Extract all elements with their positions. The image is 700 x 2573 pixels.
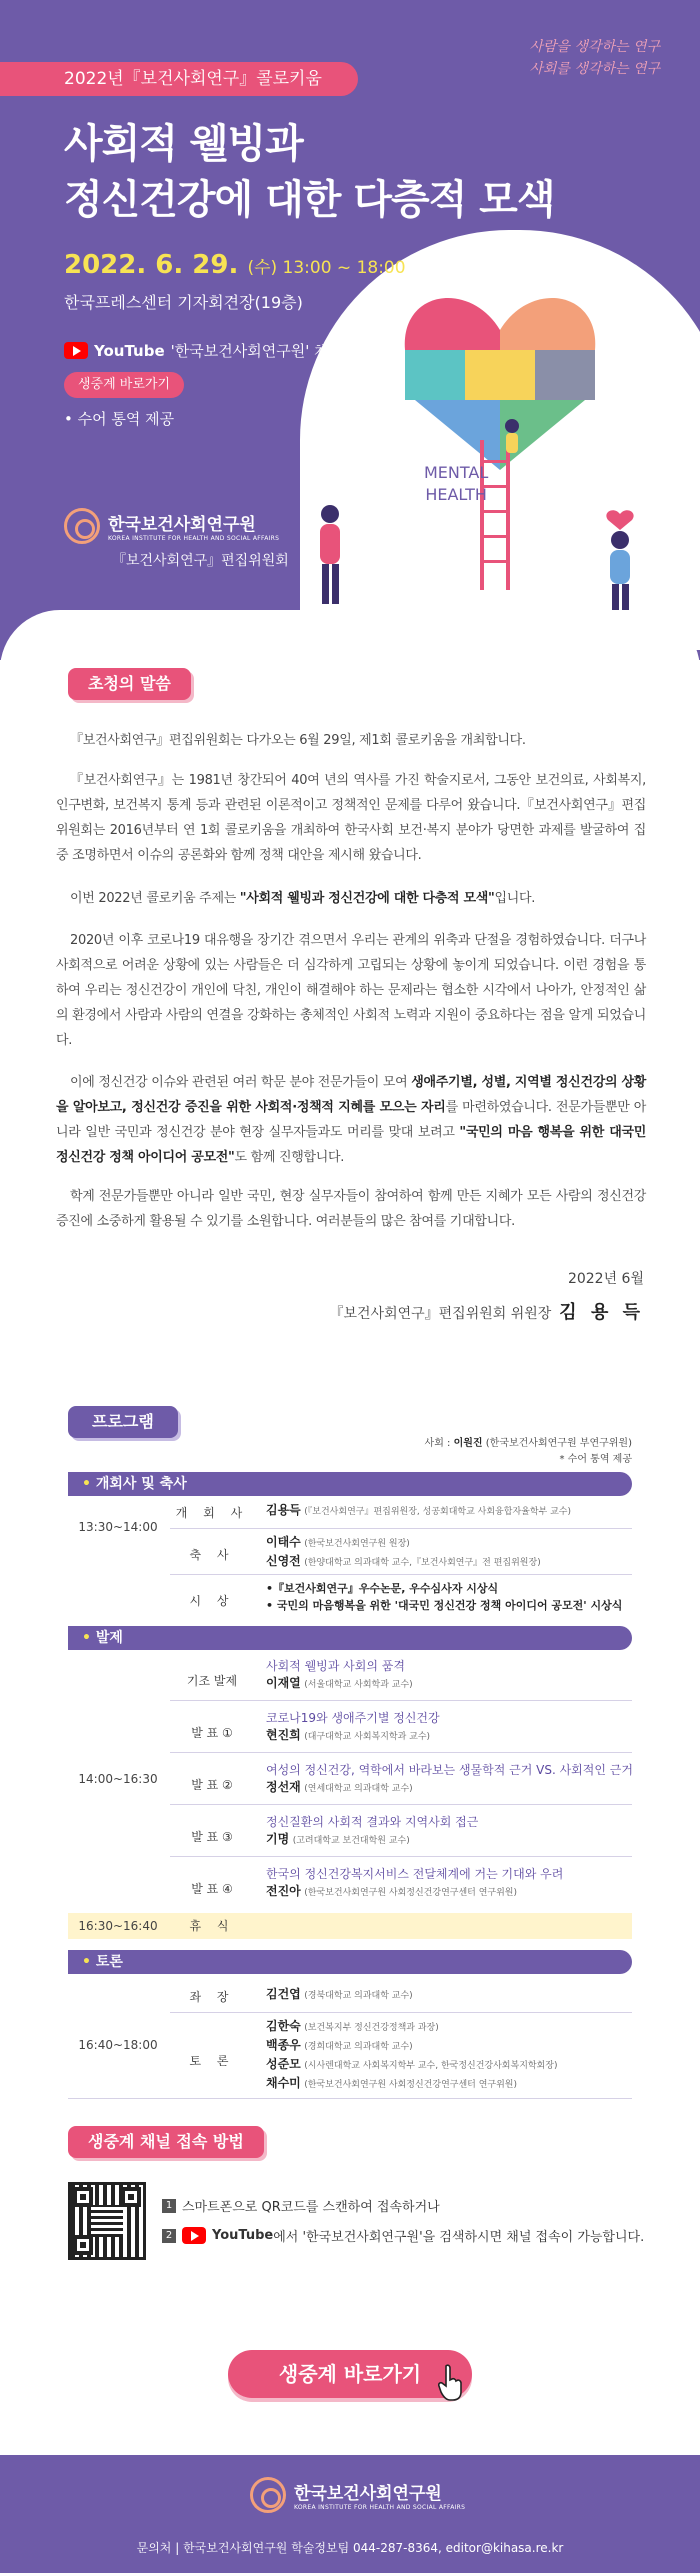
- role-chair: 좌 장: [189, 1990, 235, 2004]
- mental-label-line-2: HEALTH: [425, 485, 487, 504]
- p3-text-a: 이번 2022년 콜로키움 주제는: [70, 891, 240, 906]
- invitation-tag: 초청의 말씀: [68, 668, 191, 700]
- divider: [170, 2012, 632, 2013]
- qr-modules: [91, 2205, 123, 2237]
- step-2-text: 에서 '한국보건사회연구원'을 검색하시면 채널 접속이 가능합니다.: [273, 2230, 645, 2245]
- award-item-2: • 국민의 마음행복을 위한 '대국민 정신건강 정책 아이디어 공모전' 시상식: [266, 1599, 623, 1612]
- hero-live-stream-button[interactable]: 생중계 바로가기: [64, 372, 184, 398]
- step-1-text: 스마트폰으로 QR코드를 스캔하여 접속하거나: [182, 2200, 440, 2215]
- footer-contact: 문의처 | 한국보건사회연구원 학술정보팀 044-287-8364, editor@kihasa.re.kr: [136, 2541, 564, 2555]
- invitation-paragraph-3: [56, 886, 646, 911]
- signature-name: 김 용 득: [559, 1302, 644, 1323]
- person-right-illustration: [590, 510, 650, 620]
- step-1-number: 1: [162, 2199, 176, 2213]
- signature: [330, 1298, 645, 1324]
- opening-time: 13:30~14:00: [78, 1520, 158, 1534]
- keynote-speaker-affil: (서울대학교 사회학과 교수): [304, 1680, 413, 1690]
- invitation-paragraph-6: 학계 전문가들뿐만 아니라 일반 국민, 현장 실무자들이 참여하여 함께 만든 지혜가 모든 사람의 정신건강 증진에 소중하게 활용될 수 있기를 소원합니다. 여러분들의 많은 참여를 기대합니다.: [56, 1189, 646, 1229]
- access-step-2: [162, 2226, 644, 2245]
- mc-label: 사회 :: [424, 1438, 454, 1449]
- presentation-1-speaker: 현진희: [266, 1728, 301, 1742]
- presentation-4-topic: 한국의 정신건강복지서비스 전달체계에 거는 기대와 우려: [266, 1867, 564, 1881]
- discussion-time: 16:40~18:00: [78, 2038, 158, 2052]
- access-step-1: [162, 2196, 440, 2215]
- break-label: 휴 식: [189, 1919, 235, 1933]
- role-keynote: 기조 발제: [186, 1674, 238, 1688]
- divider: [170, 1752, 632, 1753]
- opening-speaker: [266, 1502, 636, 1521]
- climbing-person-head: [505, 419, 519, 433]
- keynote-topic: 사회적 웰빙과 사회의 품격: [266, 1659, 405, 1673]
- mc-affiliation: (한국보건사회연구원 부연구위원): [485, 1438, 632, 1449]
- p5-text-e: 도 함께 진행합니다.: [234, 1150, 345, 1165]
- presentations-time: 14:00~16:30: [78, 1772, 158, 1786]
- keynote-speaker-name: 이재열: [266, 1676, 301, 1690]
- qr-finder: [73, 2187, 93, 2207]
- program-bottom-divider: [68, 2098, 632, 2099]
- footer-org-logo: [250, 2477, 465, 2513]
- p5-emphasis-1: 생애주기별, 성별, 지역별 정신건강의 상황을 알아보고, 정신건강 증진을 위한 사회적·정책적 지혜를 모으는 자리: [56, 1075, 646, 1115]
- mental-health-label: [424, 462, 488, 506]
- discussant-1-name: 김한숙: [266, 2019, 301, 2033]
- live-access-tag: 생중계 채널 접속 방법: [68, 2126, 264, 2158]
- discussant-4-affil: (한국보건사회연구원 사회정신건강연구센터 연구위원): [304, 2080, 517, 2090]
- presentation-4-affil: (한국보건사회연구원 사회정신건강연구센터 연구위원): [304, 1888, 517, 1898]
- editorial-board-name: 『보건사회연구』편집위원회: [112, 553, 289, 569]
- discussant-3-name: 성준모: [266, 2057, 301, 2071]
- presentation-4-speaker: 전진아: [266, 1884, 301, 1898]
- presentation-2: [266, 1762, 636, 1798]
- congrats-speaker-1-name: 이태수: [266, 1535, 301, 1549]
- divider: [170, 1804, 632, 1805]
- youtube-channel-name: '한국보건사회연구원' 채널: [170, 342, 344, 360]
- event-date-value: 2022. 6. 29.: [64, 250, 239, 280]
- divider: [170, 1574, 632, 1575]
- invitation-paragraph-1: 『보건사회연구』편집위원회는 다가오는 6월 29일, 제1회 콜로키움을 개최합니다.: [70, 733, 526, 748]
- divider: [170, 1700, 632, 1701]
- role-presentation-3: 발 표 ③: [191, 1830, 233, 1844]
- divider: [170, 1856, 632, 1857]
- contest-name: "국민의 마음 행복을 위한 대국민 정신건강 정책 아이디어 공모전": [56, 1125, 646, 1165]
- category-discussion: • 토론: [68, 1950, 632, 1974]
- colloquium-theme: "사회적 웰빙과 정신건강에 대한 다층적 모색": [239, 891, 495, 906]
- heart-piece-red: [405, 298, 500, 350]
- role-presentation-4: 발 표 ④: [191, 1882, 233, 1896]
- hero-bottom-curve: [0, 610, 700, 660]
- pointer-hand-icon: [438, 2364, 464, 2402]
- panel-discussants: [266, 2018, 636, 2094]
- presentation-3-topic: 정신질환의 사회적 결과와 지역사회 접근: [266, 1815, 479, 1829]
- discussant-1-affil: (보건복지부 정신건강정책과 과장): [304, 2023, 439, 2033]
- slogan-line-2: 사회를 생각하는 연구: [529, 61, 660, 77]
- event-venue: 한국프레스센터 기자회견장(19층): [64, 293, 303, 312]
- p5-text-c: 를 마련하였습니다. 전문가들뿐만 아니라 일반 국민과 정신건강 분야 현장 실무자들과도 머리를 맞대 보려고: [56, 1100, 647, 1140]
- program-tag: 프로그램: [68, 1406, 178, 1438]
- category-discussion-label: 토론: [95, 1954, 123, 1970]
- presentation-2-speaker: 정선재: [266, 1780, 301, 1794]
- climbing-person-body: [506, 433, 518, 453]
- role-presentation-1: 발 표 ①: [191, 1726, 233, 1740]
- category-presentations-label: 발제: [95, 1630, 123, 1646]
- presentation-1-topic: 코로나19와 생애주기별 정신건강: [266, 1711, 440, 1725]
- category-opening-label: 개회사 및 축사: [95, 1476, 187, 1492]
- heart-piece-yellow: [465, 350, 535, 400]
- signature-role: 『보건사회연구』편집위원회 위원장: [329, 1306, 552, 1322]
- congrats-speaker-1-affil: (한국보건사회연구원 원장): [304, 1539, 410, 1549]
- presentation-2-affil: (연세대학교 의과대학 교수): [304, 1784, 413, 1794]
- org-english-name: KOREA INSTITUTE FOR HEALTH AND SOCIAL AFFAIRS: [108, 535, 280, 542]
- award-item-1: •『보건사회연구』우수논문, 우수심사자 시상식: [266, 1582, 499, 1595]
- opening-speaker-name: 김용득: [266, 1503, 301, 1517]
- mc-name: 이원진: [453, 1438, 483, 1449]
- colloquium-label: 2022년『보건사회연구』콜로키움: [0, 62, 358, 96]
- category-opening: • 개회사 및 축사: [68, 1472, 632, 1496]
- slogan: [529, 36, 660, 80]
- footer: [0, 2455, 700, 2573]
- congrats-speakers: [266, 1534, 636, 1572]
- p3-text-c: 입니다.: [494, 891, 536, 906]
- youtube-wordmark: YouTube: [94, 341, 165, 360]
- presentation-1: [266, 1710, 636, 1746]
- org-name: 한국보건사회연구원: [108, 515, 256, 535]
- qr-code[interactable]: [68, 2182, 146, 2260]
- step-2-number: 2: [162, 2229, 176, 2243]
- p5-text-a: 이에 정신건강 이슈와 관련된 여러 학문 분야 전문가들이 모여: [70, 1075, 412, 1090]
- presentation-2-topic: 여성의 정신건강, 역학에서 바라보는 생물학적 근거 VS. 사회적인 근거: [266, 1763, 633, 1777]
- congrats-speaker-2-name: 신영전: [266, 1554, 301, 1568]
- heart-piece-grey: [535, 350, 595, 400]
- invitation-paragraph-4: 2020년 이후 코로나19 대유행을 장기간 겪으면서 우리는 관계의 위축과 단절을 경험하였습니다. 더구나 사회적으로 어려운 상황에 있는 사람들은 더 심각하게 고립되는 상황에 놓이게 되었습니다. 이런 경험을 통하여 우리는 정신건강이 개인에 닥친, 개인이 해결해야 하는 문제라는 협소한 시각에서 나아가, 안정적인 삶의 환경에서 사람과 사람의 연결을 강화하는 총체적인 사회적 노력과 지원이 중요하다는 점을 알게 되었습니다.: [56, 933, 646, 1048]
- qr-finder: [73, 2235, 93, 2255]
- award-items: [266, 1580, 636, 1614]
- presentation-3-affil: (고려대학교 보건대학원 교수): [292, 1836, 410, 1846]
- role-award: 시 상: [189, 1594, 235, 1608]
- live-stream-button[interactable]: 생중계 바로가기: [228, 2350, 472, 2398]
- presentation-4: [266, 1866, 636, 1902]
- youtube-icon: [182, 2227, 206, 2244]
- mc-info: [425, 1436, 632, 1468]
- person-left-illustration: [300, 500, 360, 610]
- role-opening: 개 회 사: [175, 1506, 249, 1520]
- discussant-2-name: 백종우: [266, 2038, 301, 2052]
- presentation-3: [266, 1814, 636, 1850]
- heart-piece-orange: [500, 298, 595, 350]
- footer-org-english: KOREA INSTITUTE FOR HEALTH AND SOCIAL AFFAIRS: [294, 2504, 466, 2511]
- heart-piece-teal: [405, 350, 465, 400]
- divider: [170, 1528, 632, 1529]
- interpretation-note: * 수어 통역 제공: [559, 1454, 632, 1465]
- event-title-line-2: 정신건강에 대한 다층적 모색: [64, 177, 555, 223]
- youtube-channel-info: [64, 340, 343, 361]
- event-time: (수) 13:00 ~ 18:00: [247, 258, 406, 278]
- invitation-paragraph-2: 『보건사회연구』는 1981년 창간되어 40여 년의 역사를 가진 학술지로서, 그동안 보건의료, 사회복지, 인구변화, 보건복지 통계 등과 관련된 이론적이고 정책적인 문제를 다루어 왔습니다.『보건사회연구』편집위원회는 2016년부터 연 1회 콜로키움을 개최하여 한국사회 보건·복지 분야가 당면한 과제를 발굴하여 집중 조명하면서 이슈의 공론화와 함께 정책 대안을 제시해 왔습니다.: [56, 773, 646, 863]
- discussant-4-name: 채수미: [266, 2076, 301, 2090]
- opening-speaker-affil: (『보건사회연구』편집위원장, 성공회대학교 사회융합자율학부 교수): [304, 1507, 571, 1517]
- mental-label-line-1: MENTAL: [424, 463, 489, 482]
- heart-piece-blue: [415, 400, 500, 470]
- sign-language-note: • 수어 통역 제공: [64, 410, 175, 428]
- chair-affil: (경북대학교 의과대학 교수): [304, 1991, 413, 2001]
- chair-name: 김건엽: [266, 1987, 301, 2001]
- youtube-icon: [64, 342, 88, 359]
- event-title-line-1: 사회적 웰빙과: [64, 121, 303, 167]
- discussant-2-affil: (경희대학교 의과대학 교수): [304, 2042, 413, 2052]
- role-panel: 토 론: [189, 2054, 235, 2068]
- qr-finder: [121, 2187, 141, 2207]
- presentation-1-affil: (대구대학교 사회복지학과 교수): [304, 1732, 431, 1742]
- kihasa-logo-icon: [64, 508, 100, 544]
- role-presentation-2: 발 표 ②: [191, 1778, 233, 1792]
- kihasa-logo-icon: [250, 2477, 286, 2513]
- discussant-3-affil: (시사렌대학교 사회복지학부 교수, 한국정신건강사회복지학회장): [304, 2061, 558, 2071]
- org-logo-block: [64, 508, 279, 544]
- slogan-line-1: 사람을 생각하는 연구: [529, 39, 660, 55]
- congrats-speaker-2-affil: (한양대학교 의과대학 교수,『보건사회연구』전 편집위원장): [304, 1558, 541, 1568]
- youtube-wordmark: YouTube: [212, 2228, 274, 2243]
- signature-date: 2022년 6월: [567, 1271, 644, 1287]
- event-date: [64, 250, 406, 280]
- keynote-session: [266, 1658, 636, 1694]
- chair: [266, 1986, 636, 2005]
- presentation-3-speaker: 기명: [266, 1832, 290, 1846]
- break-row: [68, 1913, 632, 1939]
- category-presentations: • 발제: [68, 1626, 632, 1650]
- invitation-paragraph-5: [56, 1070, 646, 1170]
- break-time: 16:30~16:40: [78, 1919, 158, 1933]
- role-congrats: 축 사: [189, 1548, 235, 1562]
- hero-banner: [0, 0, 700, 660]
- footer-org-name: 한국보건사회연구원: [294, 2484, 442, 2504]
